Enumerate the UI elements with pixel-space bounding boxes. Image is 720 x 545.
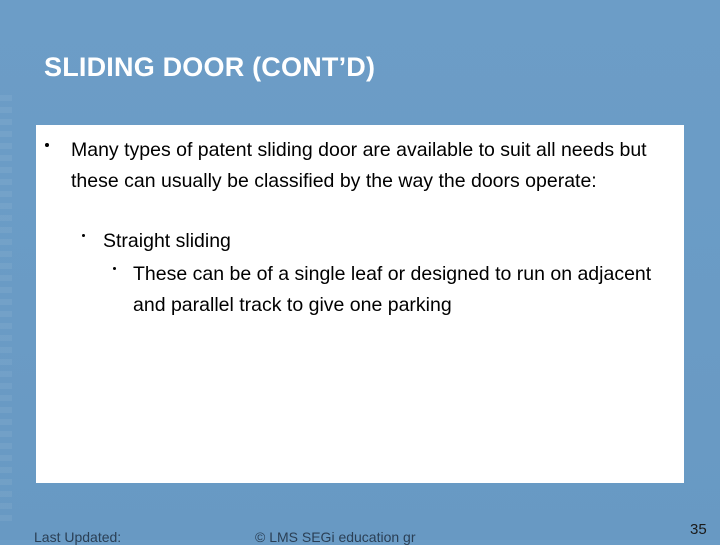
bullet-level-1 bbox=[71, 135, 671, 196]
bullet-dot-icon bbox=[82, 234, 85, 237]
footer-last-updated: Last Updated: bbox=[34, 529, 122, 545]
bullet-dot-icon bbox=[45, 143, 49, 147]
bullet-level-1-text: Many types of patent sliding door are available to suit all needs but these can usually be classified by the way the doors operate: bbox=[71, 139, 647, 192]
page-number: 35 bbox=[690, 521, 707, 538]
bullet-dot-icon bbox=[113, 267, 116, 270]
bullet-level-3-text: These can be of a single leaf or designed to run on adjacent and parallel track to give one parking bbox=[133, 263, 652, 316]
slide-title: SLIDING DOOR (CONT’D) bbox=[44, 52, 376, 82]
bullet-level-2-text: Straight sliding bbox=[103, 230, 231, 252]
side-watermark bbox=[0, 95, 12, 525]
bullet-level-2 bbox=[103, 226, 663, 256]
content-panel bbox=[36, 125, 684, 483]
bullet-level-3 bbox=[133, 259, 681, 320]
footer-copyright: © LMS SEGi education gr bbox=[255, 529, 416, 545]
